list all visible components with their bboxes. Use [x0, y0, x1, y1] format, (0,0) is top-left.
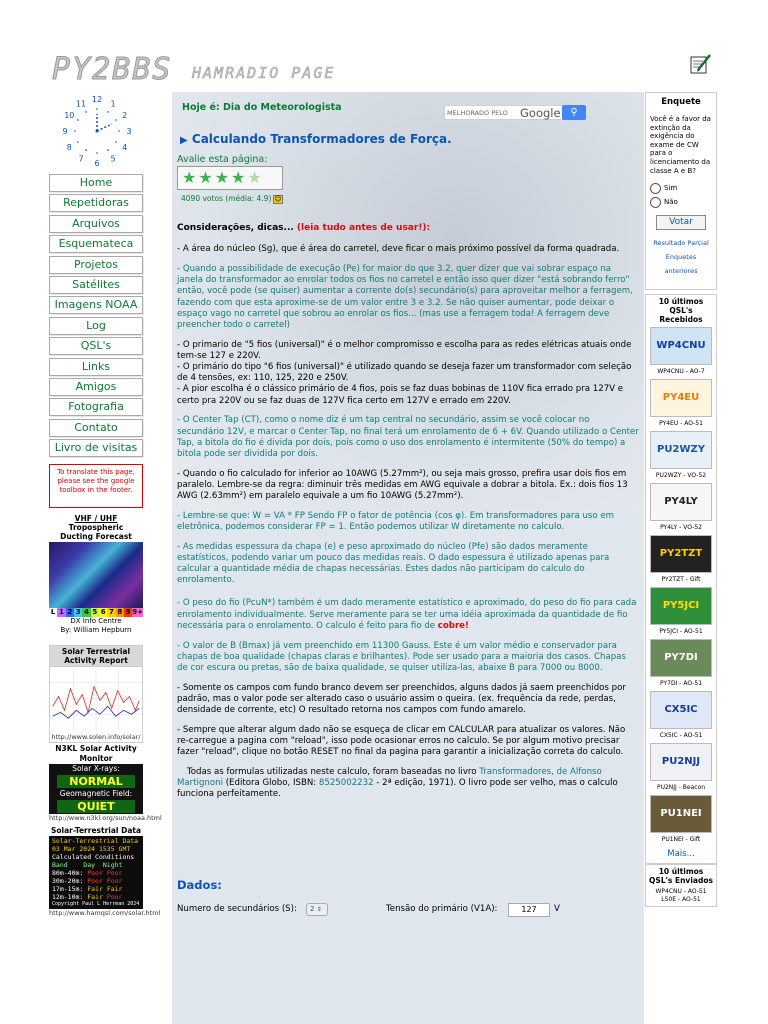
band-name: 17m-15m: [52, 885, 84, 893]
solar-activity-widget[interactable] [49, 645, 143, 743]
site-header [52, 52, 732, 88]
paragraph-reference [177, 767, 639, 801]
qsl-received-title-line-1: 10 últimos [658, 297, 704, 306]
paragraph-core-area: - A área do núcleo (Sg), que é área do carretel, deve ficar o mais próximo possível da forma quadrada. [177, 244, 620, 255]
ducting-scale-step: 9+ [132, 608, 144, 616]
analog-clock [52, 92, 142, 170]
search-button[interactable] [562, 105, 586, 120]
qsl-card-image[interactable] [650, 743, 712, 781]
clock-tick [77, 141, 79, 143]
nav-item[interactable]: Log [49, 317, 143, 335]
paragraph-bmax: - O valor de B (Bmax) já vem preenchido em 11300 Gauss. Este é um valor médio e conservador para chapas de boa qualidade (chapas claras e brilhantes). Pode ser usado para a maioria dos casos. Chapas de cor escura ou pretas, são de baixa qualidade, se quiser utiliza-las, abaixe B para 7000 ou 8000. [177, 640, 626, 673]
qsl-card-list [648, 327, 714, 847]
qsl-card-callsign: PU2WZY [657, 444, 705, 455]
vhf-credit [49, 617, 143, 635]
reference-edition: - 2ª edição, 1971). O livro pode ser velho, mas o calculo funciona perfeitamente. [177, 778, 618, 800]
wire-weight-text: - O peso do fio (PcuN*) também é um dado meramente estatístico e aproximado, do peso do fio para cada enrolamento individualmente. Serve meramente para se ter uma idéia aproximada da quantidade de fio necessária para o enrolamento. O calculo é feito para fio de [177, 598, 637, 631]
solar-title-line-2: Activity Report [64, 656, 128, 665]
qsl-card-callsign: PU1NEI [660, 808, 702, 819]
page-title-text: Calculando Transformadores de Força. [191, 132, 452, 146]
solar-url[interactable]: http://www.solen.info/solar/ [51, 733, 141, 741]
ducting-forecast-map[interactable] [49, 542, 143, 608]
qsl-card-callsign: CX5IC [664, 704, 698, 715]
band-condition-row [52, 885, 140, 893]
hamqsl-url[interactable]: http://www.hamqsl.com/solar.html [49, 909, 161, 917]
qsl-card-callsign: PY5JCI [662, 600, 700, 611]
clock-tick [85, 149, 87, 151]
xray-label: Solar X-rays: [72, 764, 120, 773]
ducting-scale-step: 1 [59, 608, 64, 616]
primary-5-wire: - O primario de "5 fios (universal)" é o melhor compromisso e escolha para as redes elétricas atuais onde tem-se 127 e 220V. [177, 339, 632, 361]
intro-heading [177, 223, 639, 234]
paragraph-calculate: - Sempre que alterar algum dado não se esqueça de clicar em CALCULAR para atualizar os valores. Não re-carregue a pagina com "reload", isso pode ocasionar erros no calculo. Se por algum motivo precisar fazer "reload", clique no botão RESET no final da pagina para garantir a inicialização correta do calculo. [177, 724, 626, 758]
qsl-card-caption: PY2TZT - Gift [661, 576, 701, 583]
select-arrows-icon: ⇕ [316, 906, 322, 913]
nav-item[interactable]: Amigos [49, 378, 143, 396]
clock-tick [96, 108, 98, 110]
hamqsl-rows [52, 869, 140, 901]
clock-tick [107, 149, 109, 151]
nav-item[interactable]: Contato [49, 419, 143, 437]
half-star-icon[interactable]: ★ [247, 168, 264, 187]
band-night: Fair [106, 885, 123, 893]
book-link[interactable]: Transformadores, de Alfonso Martignoni [177, 766, 602, 789]
poll-question: Você é a favor da extinção da exigência do exame de CW para o licenciamento da classe A e B? [650, 115, 711, 175]
qsl-card-callsign: PY2TZT [659, 548, 703, 559]
qsl-card-callsign: WP4CNU [656, 340, 706, 351]
qsl-sent-item[interactable]: WP4CNU - AO-51 [655, 888, 707, 895]
secondaries-label: Numero de secundários (S): [177, 904, 297, 914]
qsl-card-caption: PY4LY - VO-52 [660, 524, 702, 531]
hamqsl-line-1: Solar-Terrestrial Data [52, 837, 139, 845]
paragraph-execution [177, 264, 639, 331]
paragraph-power-factor: - Lembre-se que: W = VA * FP Sendo FP o fator de potência (cos φ). Em transformadores para uso em eletrônica, podemos considerar FP = 1. Então podemos utilizar W diretamente no calculo. [177, 510, 615, 532]
intro-warning: (leia tudo antes de usar!): [296, 223, 431, 233]
secondaries-select[interactable] [306, 903, 328, 916]
qsl-card-callsign: PU2NJJ [661, 756, 701, 767]
site-subtitle: HAMRADIO PAGE [192, 64, 336, 82]
smiley-icon: ☺ [274, 195, 282, 203]
article-body [177, 223, 639, 809]
poll-title: Enquete [661, 97, 701, 107]
primary-voltage-unit: V [554, 904, 560, 914]
previous-polls-link[interactable]: Enquetes anteriores [664, 253, 698, 276]
reference-publisher: (Editora Globo, ISBN: [222, 778, 319, 789]
ducting-scale-step: 6 [100, 608, 106, 616]
geomagnetic-value: QUIET [57, 800, 135, 813]
radio-button[interactable] [650, 197, 661, 208]
qsl-sent-title-line-2: QSL's Enviados [649, 876, 713, 885]
radio-button[interactable] [650, 183, 661, 194]
clock-number: 1 [110, 99, 116, 109]
qsl-sent-title [648, 867, 714, 885]
primary-voltage-input[interactable]: 127 [508, 903, 550, 917]
band-night: Poor [106, 869, 123, 877]
n3kl-title: N3KL Solar Activity Monitor [49, 744, 143, 764]
hamqsl-date: 03 Mar 2024 1535 GMT [52, 845, 131, 853]
paragraph-wire-weight [177, 598, 639, 632]
ducting-scale-step: L [50, 608, 56, 616]
qsl-card-caption: PY4EU - AO-51 [659, 420, 703, 427]
qsl-card-image[interactable] [650, 327, 712, 365]
qsl-card-image[interactable] [650, 639, 712, 677]
more-qsl-link[interactable]: Mais... [667, 849, 695, 859]
main-content [172, 92, 644, 1024]
qsl-card-callsign: PY4LY [664, 496, 698, 507]
hamqsl-copyright: Copyright Paul L Herrman 2024 [52, 901, 140, 907]
clock-number: 3 [126, 127, 132, 136]
star-icon[interactable]: ★ [214, 168, 232, 187]
translate-note: To translate this page, please see the google toolbox in the footer. [49, 464, 143, 508]
qsl-card-caption: PU2WZY - VO-52 [655, 472, 707, 479]
nav-item[interactable]: Links [49, 358, 143, 376]
poll-option-no[interactable] [650, 195, 712, 209]
poll-option-no-label: Não [664, 198, 678, 207]
ducting-scale-step: 9 [125, 608, 131, 616]
ducting-scale-step: 3 [75, 608, 81, 616]
nav-item[interactable]: Arquivos [49, 215, 143, 233]
paragraph-center-tap: - O Center Tap (CT), como o nome diz é um tap central no secundário, assim se você colocar no secundário 12V, e marcar o Center Tap, no final terá um enrolamento de 6 + 6V. Quando utilizado o Center Tap, a bitola do fio é divida por dois, pois como o uso dos enrolamento é intermitente (50% do tempo) a bitola pode ser dividida por dois. [177, 415, 639, 459]
hamqsl-header: Band Day Night [52, 861, 123, 869]
primary-voltage-label: Tensão do primário (V1A): [386, 904, 498, 914]
qsl-card-image[interactable] [650, 795, 712, 833]
ducting-scale-step: 4 [84, 608, 89, 616]
vhf-ducting-widget[interactable] [49, 514, 143, 635]
clock-number: 10 [64, 111, 75, 120]
rate-label: Avalie esta página: [177, 154, 268, 165]
primary-4-wire: - A pior escolha é o clássico primário de 4 fios, pois se faz duas bobinas de 110V fica errado pra 127V e certo pra 220V ou se faz duas de 127V fica certo em 127V e errado em 220V. [177, 384, 624, 406]
clock-number: 5 [110, 154, 116, 164]
today-label: Hoje é: Dia do Meteorologista [182, 102, 342, 113]
clock-tick [107, 111, 109, 113]
qsl-card-caption: WP4CNU - AO-7 [657, 368, 705, 375]
search-icon: ⚲ [570, 107, 578, 118]
clock-tick [115, 119, 117, 121]
qsl-card-image[interactable] [650, 587, 712, 625]
clock-number: 2 [122, 111, 128, 120]
clock-tick [96, 152, 98, 154]
isbn-link[interactable]: 8525002232 [318, 778, 374, 789]
clock-tick [115, 141, 117, 143]
nav-item[interactable]: Fotografia [49, 398, 143, 416]
clock-tick [118, 130, 120, 132]
data-section-title: Dados: [177, 878, 222, 892]
band-night: Poor [106, 893, 123, 901]
band-day: Fair [87, 893, 103, 901]
band-day: Poor [87, 877, 103, 885]
solar-title-line-1: Solar Terrestrial [61, 647, 131, 656]
star-rating[interactable] [177, 166, 283, 190]
band-night: Poor [106, 877, 123, 885]
notepad-pen-icon[interactable] [688, 52, 712, 76]
qsl-sent-widget [645, 864, 717, 907]
clock-number: 8 [66, 143, 72, 152]
hamqsl-conditions [49, 836, 143, 909]
qsl-card-caption: CX5IC - AO-51 [659, 732, 703, 739]
ducting-scale-step: 7 [109, 608, 114, 616]
nav-item[interactable]: Repetidoras [49, 194, 143, 212]
n3kl-solar-monitor[interactable] [49, 744, 162, 823]
ducting-scale-step: 8 [117, 608, 123, 616]
band-day: Fair [87, 885, 103, 893]
paragraph-execution-text: - Quando a possibilidade de execução (Pe) for maior do que 3.2, quer dizer que vai sobrar espaço na janela do transformador ao enrolar todos os fios no carretel e então isso quer dizer "está sobrando ferro" então, você pode (se quiser) aumentar a corrente do(s) secundário(s) para aproveitar melhor a ferragem, fazendo com que esta aproxime-se de um valor entre 3 e 3.2. Se não quiser aumentar, pode deixar o espaço vago no carretel que sobrou ao enrolar os fios... [177, 263, 633, 319]
intro-text: Considerações, dicas... [177, 223, 297, 233]
hamqsl-title: Solar-Terrestrial Data [50, 826, 142, 835]
qsl-sent-title-line-1: 10 últimos [658, 867, 704, 876]
solar-activity-plot[interactable] [50, 666, 142, 730]
star-icon[interactable]: ★ [231, 168, 248, 187]
poll-option-yes[interactable] [650, 181, 712, 195]
qsl-card-image[interactable] [650, 379, 712, 417]
qsl-card-image[interactable] [650, 483, 712, 521]
ducting-scale-step: 2 [67, 608, 73, 616]
vhf-title: VHF / UHF [74, 514, 118, 523]
qsl-card-callsign: PY7DI [664, 652, 698, 663]
qsl-card-callsign: PY4EU [662, 392, 700, 403]
star-icon[interactable]: ★ [182, 168, 199, 187]
paragraph-primary [177, 340, 639, 407]
nav-item[interactable]: Satélites [49, 276, 143, 294]
qsl-card-caption: PY7DI - AO-51 [659, 680, 703, 687]
arrow-right-icon: ▶ [180, 135, 188, 146]
paragraph-fields: - Somente os campos com fundo branco devem ser preenchidos, alguns dados já saem preenchidos por padrão, mas o valor pode ser alterado caso o usuário assim o queira. (ex. frequência da rede, perdas, densidade de corrente, etc) O resultado retorna nos campos com fundo amarelo. [177, 682, 626, 716]
site-logo[interactable]: PY2BBS [52, 52, 173, 87]
vhf-credit-line-2: By: William Hepburn [60, 626, 132, 634]
partial-results-link[interactable]: Resultado Parcial [653, 239, 709, 248]
geomagnetic-label: Geomagnetic Field: [59, 789, 133, 798]
vote-button[interactable]: Votar [656, 215, 706, 230]
qsl-card-caption: PY5JCI - AO-51 [659, 628, 703, 635]
primary-6-wire: - O primário do tipo "6 fios (universal)" é utilizado quando se deseja fazer um transformador com seleção de 4 tensões, ex: 110, 125, 220 e 250V. [177, 362, 632, 384]
nav-item[interactable]: Projetos [49, 256, 143, 274]
qsl-sent-item[interactable]: L50E - AO-51 [661, 896, 701, 903]
band-name: 12m-10m: [52, 893, 84, 901]
band-name: 30m-20m: [52, 877, 84, 885]
right-sidebar [645, 92, 717, 907]
band-condition-row [52, 877, 140, 885]
vhf-credit-line-1: DX Info Centre [70, 617, 122, 625]
clock-number: 6 [94, 159, 100, 168]
qsl-card-caption: PU1NEI - Gift [661, 836, 701, 843]
ducting-scale [49, 608, 143, 617]
qsl-card-image[interactable] [650, 431, 712, 469]
vote-count: 4090 votos (média: 4.9) [181, 194, 272, 203]
band-condition-row [52, 893, 140, 901]
band-condition-row [52, 869, 140, 877]
qsl-card-image[interactable] [650, 691, 712, 729]
solar-title [50, 646, 142, 666]
main-navigation [49, 174, 143, 459]
poll-option-yes-label: Sim [664, 184, 678, 193]
nav-item[interactable]: Home [49, 174, 143, 192]
clock-number: 11 [75, 99, 87, 109]
band-day: Poor [87, 869, 103, 877]
clock-tick [85, 111, 87, 113]
band-name: 80m-40m: [52, 869, 84, 877]
ducting-scale-step: 5 [92, 608, 98, 616]
star-icon[interactable]: ★ [198, 168, 215, 187]
nav-item[interactable]: Esquemateca [49, 235, 143, 253]
search-powered-label: MELHORADO PELO [447, 109, 508, 117]
qsl-received-title-line-2: QSL's Recebidos [659, 306, 703, 324]
qsl-received-title [648, 297, 714, 324]
clock-number: 7 [78, 154, 84, 164]
google-logo: Google [520, 106, 561, 120]
vhf-subtitle-2: Ducting Forecast [60, 532, 132, 541]
poll-widget [645, 92, 717, 290]
vhf-subtitle: Tropospheric [68, 523, 124, 532]
clock-number: 12 [91, 95, 103, 104]
copper-note: cobre! [437, 620, 469, 631]
qsl-card-image[interactable] [650, 535, 712, 573]
paragraph-plate-thickness: - As medidas espessura da chapa (e) e peso aproximado do núcleo (Pfe) são dados meramente estatísticos, podendo variar um pouco das medidas reais. O dado espessura é utilizado apenas para calcular a quantidade média de chapas necessárias. Estes dados não participam do calculo do enrolamento. [177, 541, 610, 586]
hamqsl-line-3: Calculated Conditions [52, 853, 135, 861]
qsl-sent-list [648, 888, 714, 904]
qsl-card-caption: PU2NJJ - Beacon [656, 784, 706, 791]
clock-number: 9 [62, 127, 68, 136]
page-title [180, 132, 452, 146]
clock-tick [74, 130, 76, 132]
secondaries-value: 2 [310, 905, 315, 913]
n3kl-url[interactable]: http://www.n3kl.org/sun/noaa.html [49, 814, 162, 822]
nav-item[interactable]: Livro de visitas [49, 439, 143, 457]
xray-value: NORMAL [57, 775, 135, 788]
hamqsl-solar-widget[interactable] [49, 826, 161, 918]
nav-item[interactable]: Imagens NOAA [49, 296, 143, 314]
reference-text: Todas as formulas utilizadas neste calculo, foram baseadas no livro [187, 766, 480, 777]
paragraph-execution-note: (mas use a ferragem toda! A ferragem deve preencher todo o carretel) [177, 308, 610, 330]
clock-tick [77, 119, 79, 121]
paragraph-wire-gauge: - Quando o fio calculado for inferior ao 10AWG (5.27mm²), ou seja mais grosso, prefira usar dois fios em paralelo. Lembre-se da regra: diminuir três medidas em AWG equivale a dobrar a bitola. Ex.: dois fios 13 AWG (2.63mm²) em paralelo equivale a um fio 10AWG (5.27mm²). [177, 468, 628, 502]
qsl-received-widget [645, 294, 717, 864]
nav-item[interactable]: QSL's [49, 337, 143, 355]
clock-number: 4 [122, 143, 128, 152]
